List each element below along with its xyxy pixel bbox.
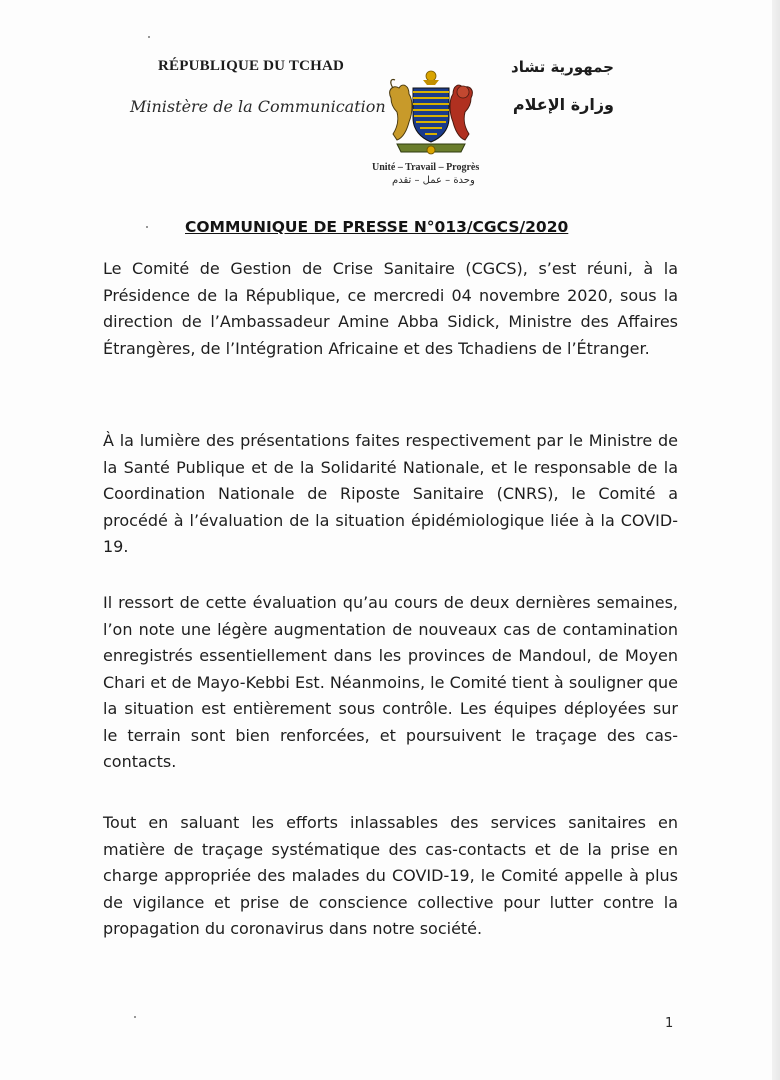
country-name-fr: RÉPUBLIQUE DU TCHAD: [158, 58, 345, 74]
coat-of-arms-emblem: [383, 68, 479, 158]
press-release-title: COMMUNIQUE DE PRESSE N°013/CGCS/2020: [185, 218, 569, 236]
paragraph-2: À la lumière des présentations faites respectivement par le Ministre de la Santé Publique et de la Solidarité Nationale, et le responsable de la Coordination Nationale de Riposte Sanitaire (CNRS), le Comité a procédé à l’évaluation de la situation épidémiologique liée à la COVID-19.: [103, 431, 678, 556]
paragraph-3: Il ressort de cette évaluation qu’au cours de deux dernières semaines, l’on note une légère augmentation de nouveaux cas de contamination enregistrés essentiellement dans les provinces de Mandoul, de Moyen Chari et de Mayo-Kebbi Est. Néanmoins, le Comité tient à souligner que la situation est entièrement sous contrôle. Les équipes déployées sur le terrain sont bien renforcées, et poursuivent le traçage des cas-contacts.: [103, 593, 678, 771]
ministry-name-ar: وزارة الإعلام: [512, 95, 614, 114]
ministry-name-fr: Ministère de la Communication: [130, 97, 386, 116]
country-name-ar: جمهورية تشاد: [511, 58, 614, 76]
scan-speck: [146, 226, 148, 228]
paragraph-1: Le Comité de Gestion de Crise Sanitaire (CGCS), s’est réuni, à la Présidence de la République, ce mercredi 04 novembre 2020, sous la direction de l’Ambassadeur Amine Abba Sidick, Ministre des Affaires Étrangères, de l’Intégration Africaine et des Tchadiens de l’Étranger.: [103, 259, 678, 358]
page-number: 1: [665, 1016, 674, 1031]
scan-speck: [148, 36, 150, 38]
motto-ar: وحدة – عمل – تقدم: [392, 175, 475, 186]
paragraph-4: Tout en saluant les efforts inlassables des services sanitaires en matière de traçage systématique des cas-contacts et de la prise en charge appropriée des malades du COVID-19, le Comité appelle à plus de vigilance et prise de conscience collective pour lutter contre la propagation du coronavirus dans notre société.: [103, 813, 678, 938]
motto-fr: Unité – Travail – Progrès: [372, 162, 480, 173]
scan-speck: [134, 1016, 136, 1018]
scan-edge-shadow: [772, 0, 780, 1080]
